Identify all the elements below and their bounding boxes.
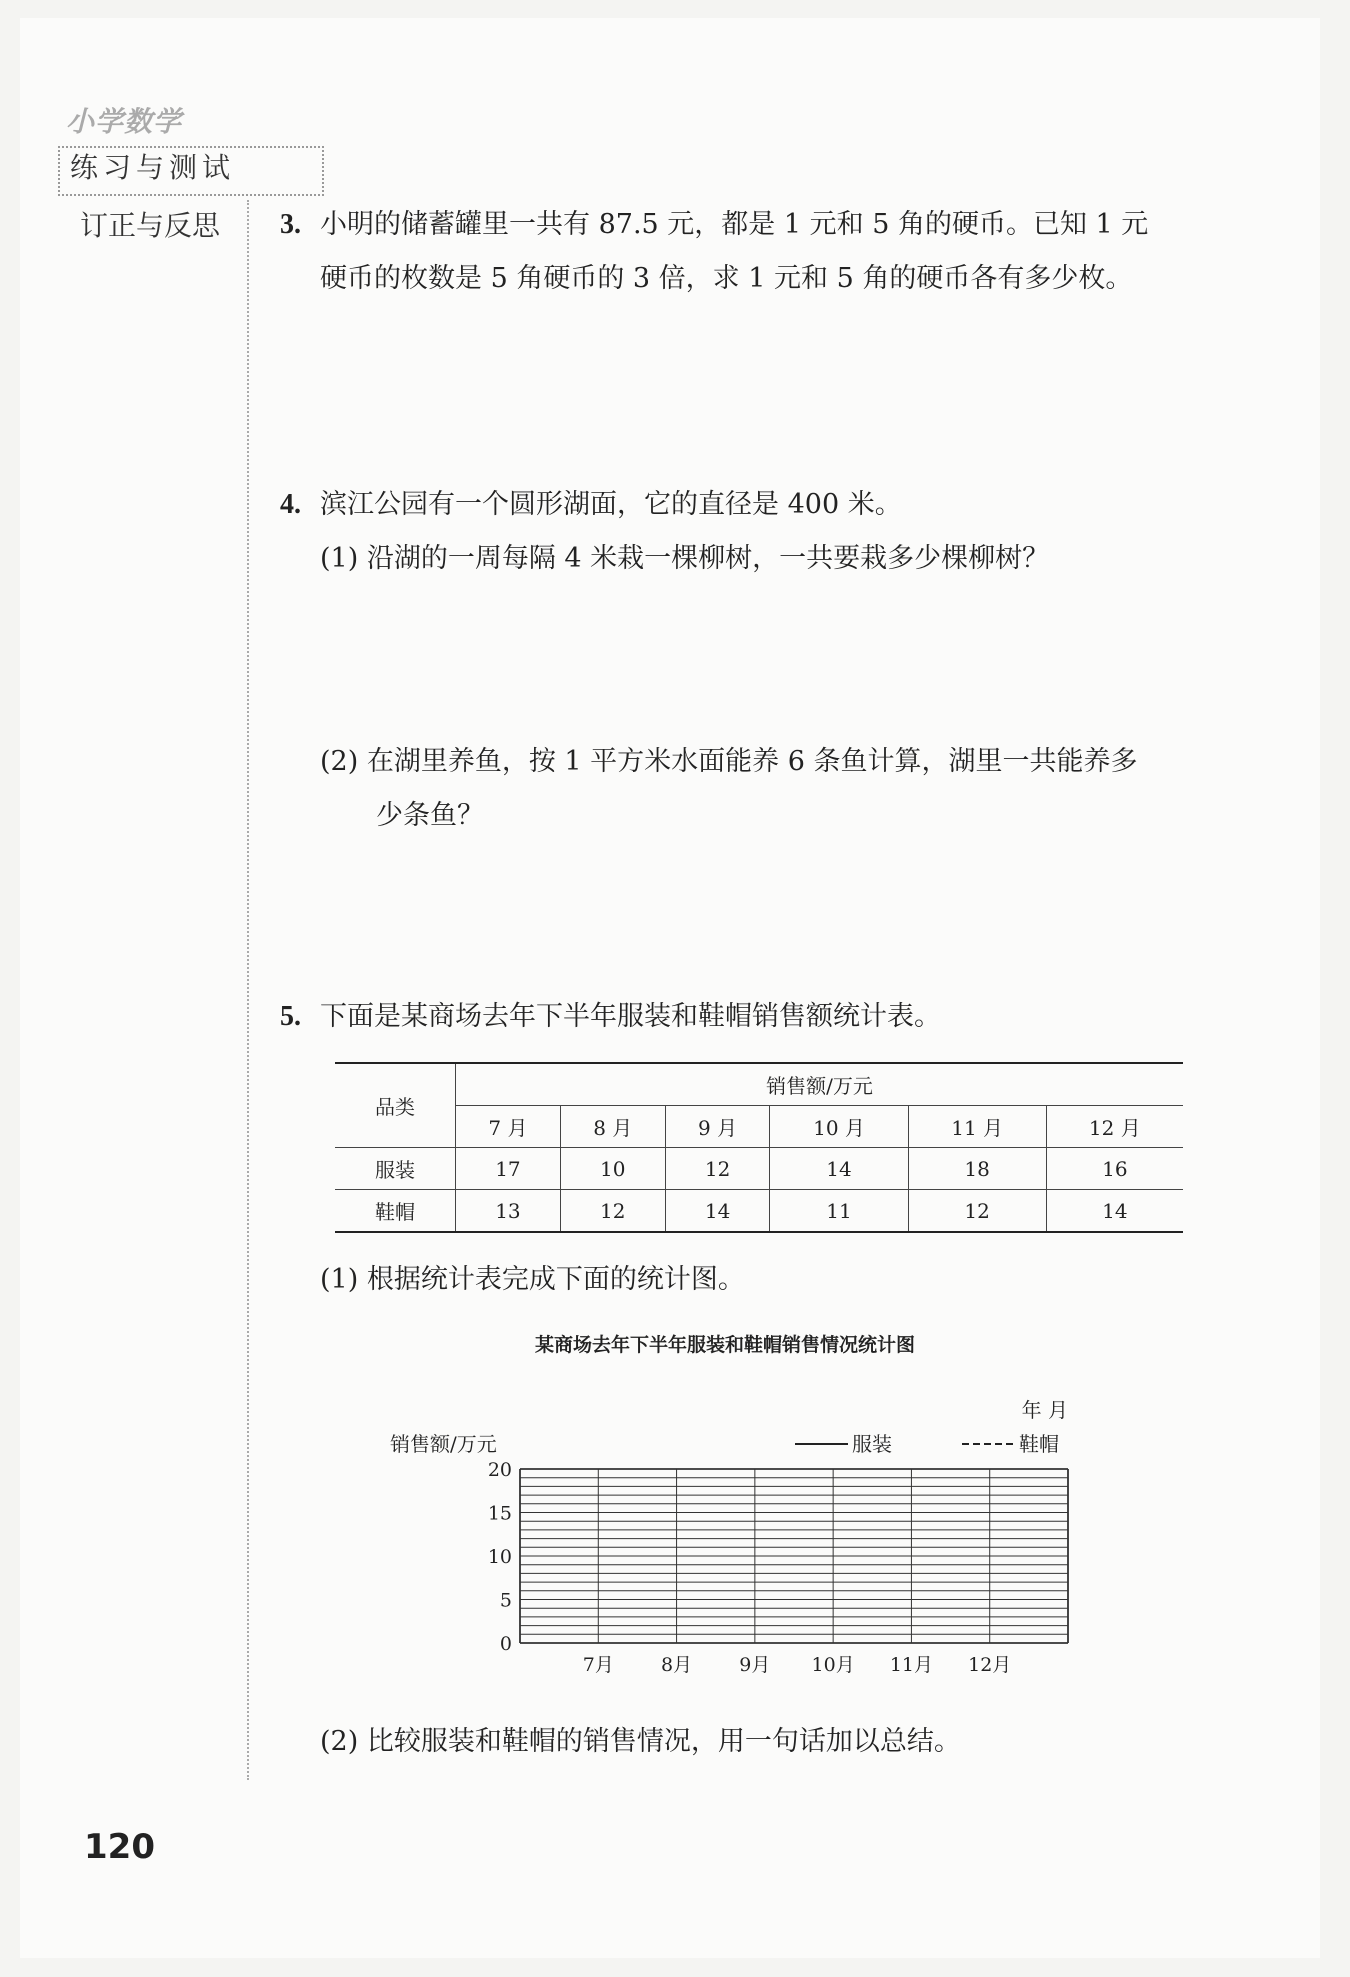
question-text-line: 小明的储蓄罐里一共有 87.5 元，都是 1 元和 5 角的硬币。已知 1 元: [320, 209, 1149, 240]
book-title-box: 练习与测试: [58, 146, 324, 196]
sub-question-text: (1) 沿湖的一周每隔 4 米栽一棵柳树，一共要栽多少棵柳树？: [320, 543, 1050, 574]
sub-question-text: 少条鱼？: [376, 800, 484, 831]
table-cell: 17: [456, 1148, 561, 1190]
sub-question-text: (1) 根据统计表完成下面的统计图。: [320, 1264, 745, 1295]
y-tick-label: 10: [487, 1546, 512, 1568]
question-5-part-2: [320, 1715, 1220, 1769]
x-tick-label: 8月: [661, 1654, 693, 1676]
sub-question-text: (2) 在湖里养鱼，按 1 平方米水面能养 6 条鱼计算，湖里一共能养多: [320, 746, 1138, 777]
table-cell: 12: [560, 1190, 665, 1233]
question-number: 4.: [280, 489, 301, 520]
month-header: 7 月: [456, 1106, 561, 1148]
table-cell: 12: [908, 1190, 1046, 1233]
table-cell: 14: [770, 1148, 908, 1190]
table-cell: 14: [665, 1190, 770, 1233]
table-group-header: 销售额/万元: [456, 1063, 1184, 1106]
table-cell: 18: [908, 1148, 1046, 1190]
month-header: 12 月: [1046, 1106, 1183, 1148]
y-axis-label: 销售额/万元: [390, 1432, 497, 1456]
x-tick-label: 7月: [582, 1654, 614, 1676]
table-cell: 10: [560, 1148, 665, 1190]
x-tick-label: 9月: [739, 1654, 771, 1676]
y-tick-label: 0: [499, 1633, 512, 1655]
question-stem: 下面是某商场去年下半年服装和鞋帽销售额统计表。: [320, 1001, 941, 1032]
month-header: 8 月: [560, 1106, 665, 1148]
sub-question-text: (2) 比较服装和鞋帽的销售情况，用一句话加以总结。: [320, 1726, 961, 1757]
x-tick-label: 12月: [968, 1654, 1012, 1676]
table-corner-header: 品类: [335, 1063, 456, 1148]
chart-title: 某商场去年下半年服装和鞋帽销售情况统计图: [534, 1334, 915, 1356]
table-cell: 12: [665, 1148, 770, 1190]
row-label: 鞋帽: [335, 1190, 456, 1233]
legend-label: 服装: [852, 1432, 892, 1456]
question-text-line: 硬币的枚数是 5 角硬币的 3 倍，求 1 元和 5 角的硬币各有多少枚。: [320, 263, 1133, 294]
question-stem: 滨江公园有一个圆形湖面，它的直径是 400 米。: [320, 489, 902, 520]
table-cell: 14: [1046, 1190, 1183, 1233]
margin-label: 订正与反思: [80, 209, 221, 242]
question-number: 3.: [280, 209, 301, 240]
question-number: 5.: [280, 1001, 301, 1032]
x-tick-label: 11月: [889, 1654, 934, 1676]
month-header: 11 月: [908, 1106, 1046, 1148]
table-cell: 16: [1046, 1148, 1183, 1190]
table-cell: 13: [456, 1190, 561, 1233]
y-tick-label: 5: [499, 1589, 512, 1612]
y-tick-label: 20: [487, 1459, 512, 1481]
y-tick-label: 15: [487, 1502, 512, 1525]
x-tick-label: 10月: [811, 1654, 855, 1676]
series-brand: 小学数学: [66, 105, 183, 138]
month-header: 9 月: [665, 1106, 770, 1148]
legend-label: 鞋帽: [1019, 1432, 1059, 1456]
month-header: 10 月: [770, 1106, 908, 1148]
page-number: 120: [84, 1827, 155, 1867]
row-label: 服装: [335, 1148, 456, 1190]
date-label: 年 月: [1021, 1398, 1068, 1422]
table-cell: 11: [770, 1190, 908, 1233]
